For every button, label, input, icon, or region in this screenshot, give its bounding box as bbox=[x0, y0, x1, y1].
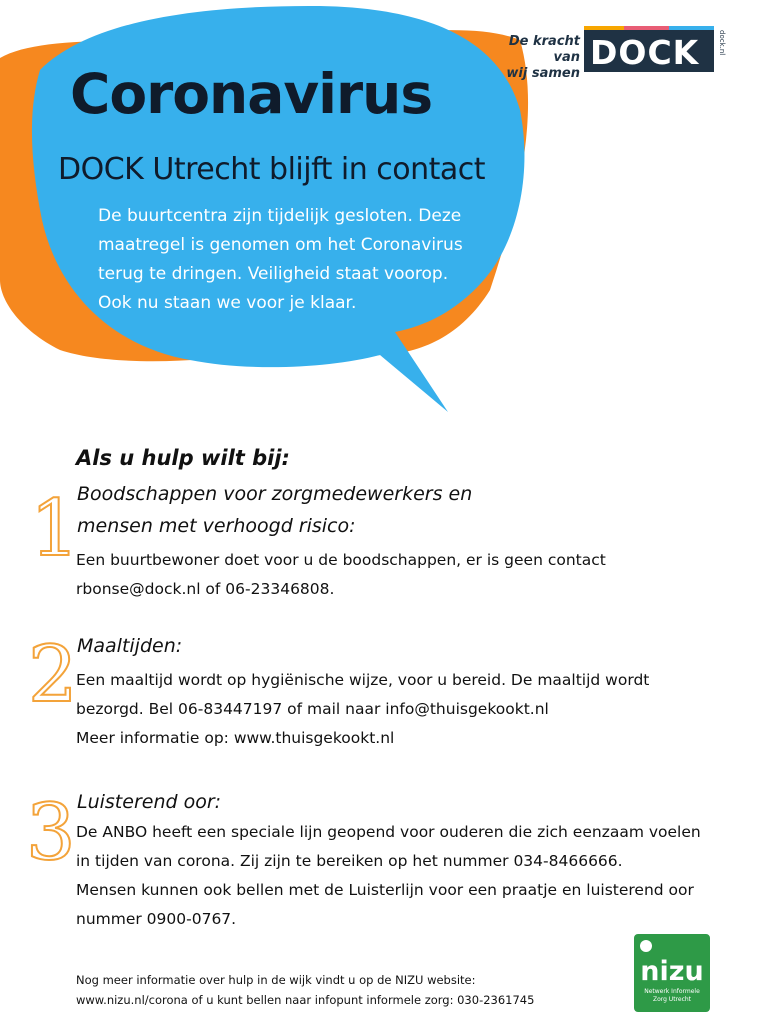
nizu-dot-icon bbox=[640, 940, 652, 952]
logo-stripe-pink bbox=[624, 26, 669, 30]
number-three: 3 bbox=[26, 788, 76, 878]
item-title-line: Luisterend oor: bbox=[77, 791, 222, 813]
item-text-meals bbox=[76, 666, 649, 753]
nizu-subtitle: Netwerk Informele Zorg Utrecht bbox=[644, 988, 700, 1003]
poster-title: Coronavirus bbox=[70, 62, 433, 126]
logo-stripe-yellow bbox=[584, 26, 624, 30]
footer-line: Nog meer informatie over hulp in de wijk vindt u op de NIZU website: bbox=[76, 973, 476, 987]
intro-line: Ook nu staan we voor je klaar. bbox=[98, 293, 357, 313]
intro-text bbox=[98, 202, 498, 318]
item-text-line: in tijden van corona. Zij zijn te bereiken op het nummer 034-8466666. bbox=[76, 852, 623, 870]
logo-stripe-blue bbox=[669, 26, 714, 30]
item-text-line: Een buurtbewoner doet voor u de boodschappen, er is geen contact bbox=[76, 551, 606, 569]
item-text-line: De ANBO heeft een speciale lijn geopend voor ouderen die zich eenzaam voelen bbox=[76, 823, 701, 841]
intro-line: maatregel is genomen om het Coronavirus bbox=[98, 235, 463, 255]
footer-line: www.nizu.nl/corona of u kunt bellen naar infopunt informele zorg: 030-2361745 bbox=[76, 993, 535, 1007]
logo-side-text: dock.nl bbox=[718, 30, 726, 56]
item-text-line: rbonse@dock.nl of 06-23346808. bbox=[76, 580, 335, 598]
item-title-line: Boodschappen voor zorgmedewerkers en bbox=[77, 483, 473, 505]
logo-tagline: De kracht van wij samen bbox=[506, 34, 580, 81]
dock-logo bbox=[584, 26, 714, 72]
footer-text bbox=[76, 970, 534, 1010]
item-title-listening bbox=[77, 786, 221, 818]
number-two: 2 bbox=[28, 630, 78, 720]
item-title-meals bbox=[77, 630, 182, 662]
help-heading: Als u hulp wilt bij: bbox=[76, 446, 290, 470]
item-text-line: Mensen kunnen ook bellen met de Luisterlijn voor een praatje en luisterend oor bbox=[76, 881, 694, 899]
nizu-word: nizu bbox=[640, 956, 704, 987]
item-text-listening bbox=[76, 818, 701, 934]
item-text-groceries bbox=[76, 546, 606, 604]
logo-word: DOCK bbox=[590, 33, 700, 72]
intro-line: terug te dringen. Veiligheid staat voorop. bbox=[98, 264, 449, 284]
item-title-line: mensen met verhoogd risico: bbox=[77, 515, 356, 537]
item-text-line: bezorgd. Bel 06-83447197 of mail naar info@thuisgekookt.nl bbox=[76, 700, 549, 718]
item-text-line: Een maaltijd wordt op hygiënische wijze, voor u bereid. De maaltijd wordt bbox=[76, 671, 650, 689]
poster-subtitle: DOCK Utrecht blijft in contact bbox=[58, 152, 486, 187]
nizu-logo bbox=[634, 934, 710, 1012]
number-one: 1 bbox=[30, 484, 80, 574]
item-text-line: Meer informatie op: www.thuisgekookt.nl bbox=[76, 729, 395, 747]
item-text-line: nummer 0900-0767. bbox=[76, 910, 237, 928]
item-title-groceries bbox=[77, 478, 472, 542]
intro-line: De buurtcentra zijn tijdelijk gesloten. Deze bbox=[98, 206, 462, 226]
item-title-line: Maaltijden: bbox=[77, 635, 183, 657]
